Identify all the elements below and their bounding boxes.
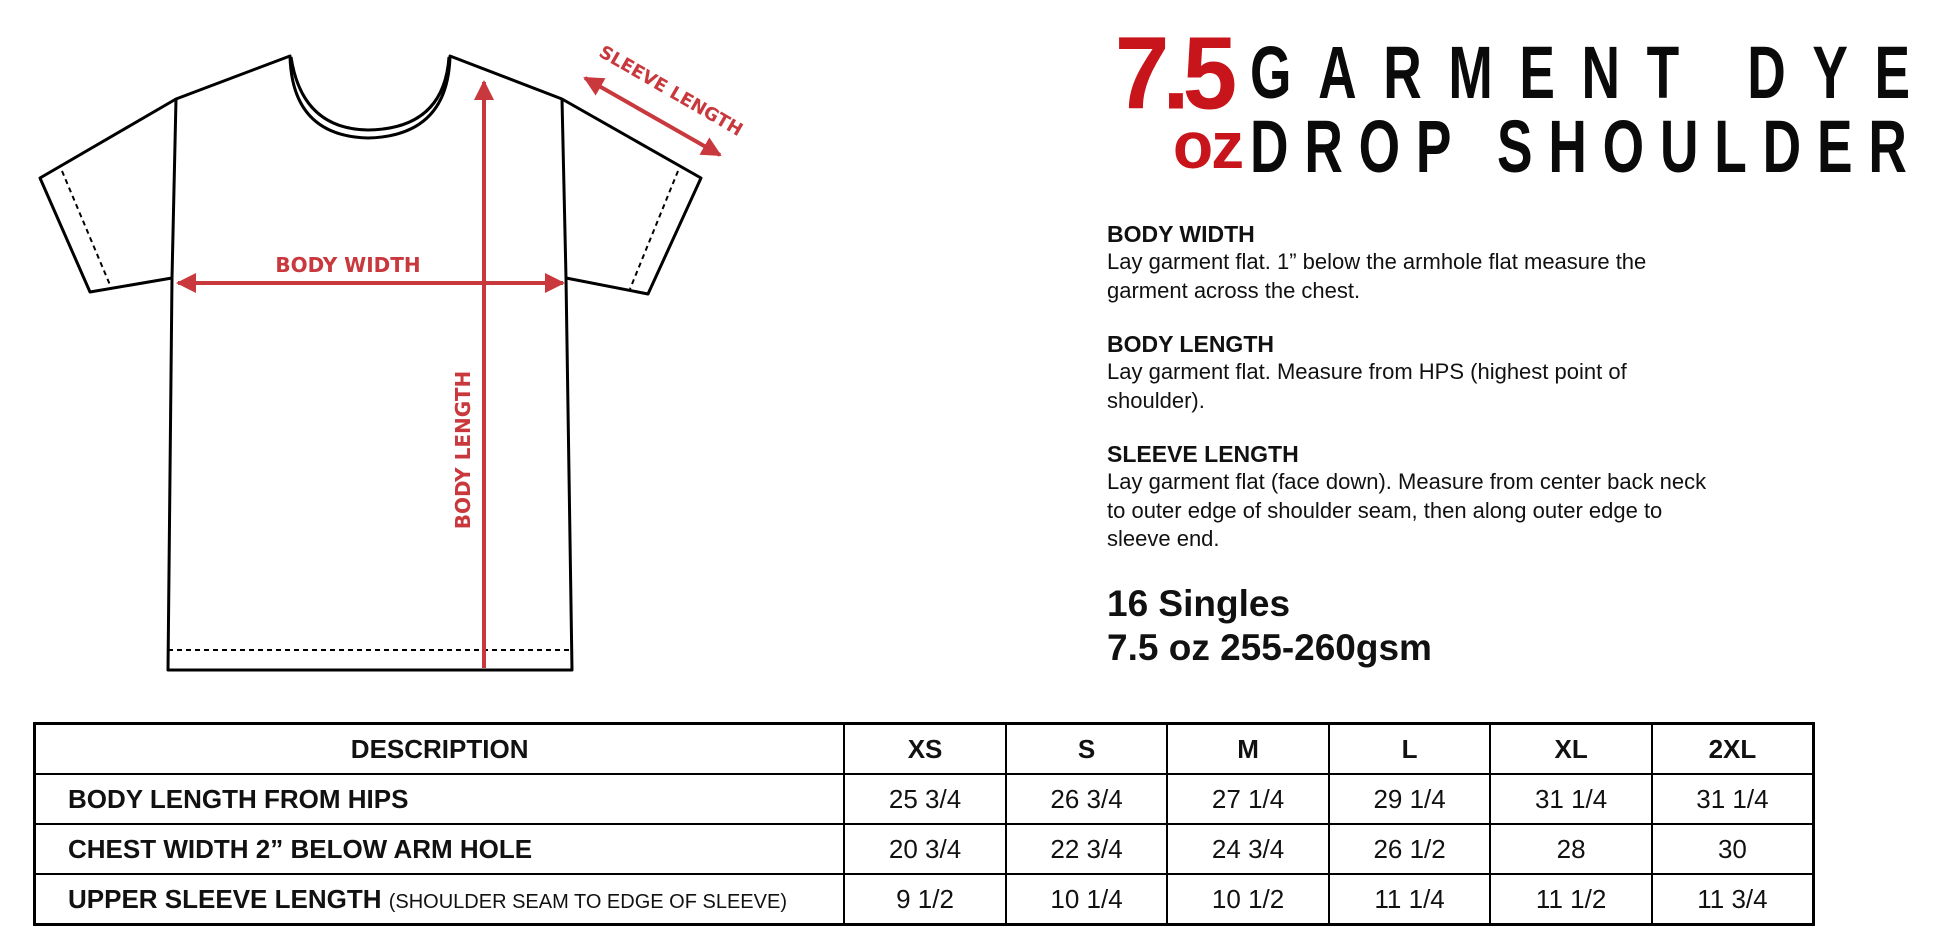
stitch-lines (62, 171, 678, 650)
table-row (35, 774, 1814, 824)
measurement-instructions (1107, 220, 1727, 579)
brand-unit: oz (1172, 108, 1243, 182)
table-cell: 27 1/4 (1167, 774, 1329, 824)
fabric-weight: 7.5 oz 255-260gsm (1107, 627, 1432, 668)
sleeve-length-label: SLEEVE LENGTH (595, 41, 747, 141)
table-cell: 24 3/4 (1167, 824, 1329, 874)
sleeve-length-measure (585, 42, 746, 155)
tshirt-outline (40, 56, 701, 670)
table-cell: 28 (1490, 824, 1652, 874)
body-length-measure (451, 82, 484, 668)
instruction-body-length (1107, 330, 1727, 415)
instruction-text: Lay garment flat. Measure from HPS (highest point of shoulder). (1107, 359, 1627, 413)
table-cell: 29 1/4 (1329, 774, 1491, 824)
table-cell: 11 3/4 (1652, 874, 1814, 925)
table-cell: 11 1/2 (1490, 874, 1652, 925)
table-cell: 11 1/4 (1329, 874, 1491, 925)
table-cell: 26 3/4 (1006, 774, 1168, 824)
column-header: 2XL (1652, 724, 1814, 775)
table-cell: 20 3/4 (844, 824, 1006, 874)
table-cell: 9 1/2 (844, 874, 1006, 925)
row-label-note: (SHOULDER SEAM TO EDGE OF SLEEVE) (388, 890, 787, 913)
table-cell: 31 1/4 (1652, 774, 1814, 824)
table-cell: 26 1/2 (1329, 824, 1491, 874)
table-header-row (35, 724, 1814, 775)
body-length-label: BODY LENGTH (451, 370, 475, 530)
body-width-measure (178, 253, 563, 283)
tshirt-measurement-diagram (0, 0, 1100, 700)
table-cell: 25 3/4 (844, 774, 1006, 824)
instruction-heading: BODY LENGTH (1107, 331, 1274, 357)
column-header: L (1329, 724, 1491, 775)
instruction-heading: BODY WIDTH (1107, 221, 1255, 247)
brand-title-line2: DROP SHOULDER (1250, 105, 1923, 188)
row-label (35, 824, 845, 874)
table-cell: 10 1/2 (1167, 874, 1329, 925)
table-row (35, 874, 1814, 925)
instruction-body-width (1107, 220, 1727, 305)
instruction-text: Lay garment flat (face down). Measure from center back neck to outer edge of shoulder seam, then along outer edge to sleeve end. (1107, 469, 1707, 551)
row-label (35, 874, 845, 925)
body-width-label: BODY WIDTH (275, 253, 421, 277)
brand-title-line1: GARMENT DYE (1250, 31, 1937, 114)
table-row (35, 824, 1814, 874)
instruction-sleeve-length (1107, 440, 1727, 554)
instruction-text: Lay garment flat. 1” below the armhole flat measure the garment across the chest. (1107, 249, 1647, 303)
brand-weight: 7.5 (1114, 15, 1231, 131)
size-chart-table (33, 722, 1815, 926)
column-header: M (1167, 724, 1329, 775)
column-header: XL (1490, 724, 1652, 775)
fabric-singles: 16 Singles (1107, 583, 1291, 624)
row-label-text: BODY LENGTH FROM HIPS (68, 783, 409, 814)
brand-header (1100, 15, 1937, 188)
table-cell: 30 (1652, 824, 1814, 874)
instruction-heading: SLEEVE LENGTH (1107, 441, 1299, 467)
table-cell: 22 3/4 (1006, 824, 1168, 874)
column-header: S (1006, 724, 1168, 775)
column-header: DESCRIPTION (35, 724, 845, 775)
row-label-text: UPPER SLEEVE LENGTH (68, 883, 382, 914)
row-label (35, 774, 845, 824)
table-cell: 31 1/4 (1490, 774, 1652, 824)
table-cell: 10 1/4 (1006, 874, 1168, 925)
row-label-text: CHEST WIDTH 2” BELOW ARM HOLE (68, 833, 533, 864)
fabric-specs (1107, 582, 1432, 670)
column-header: XS (844, 724, 1006, 775)
